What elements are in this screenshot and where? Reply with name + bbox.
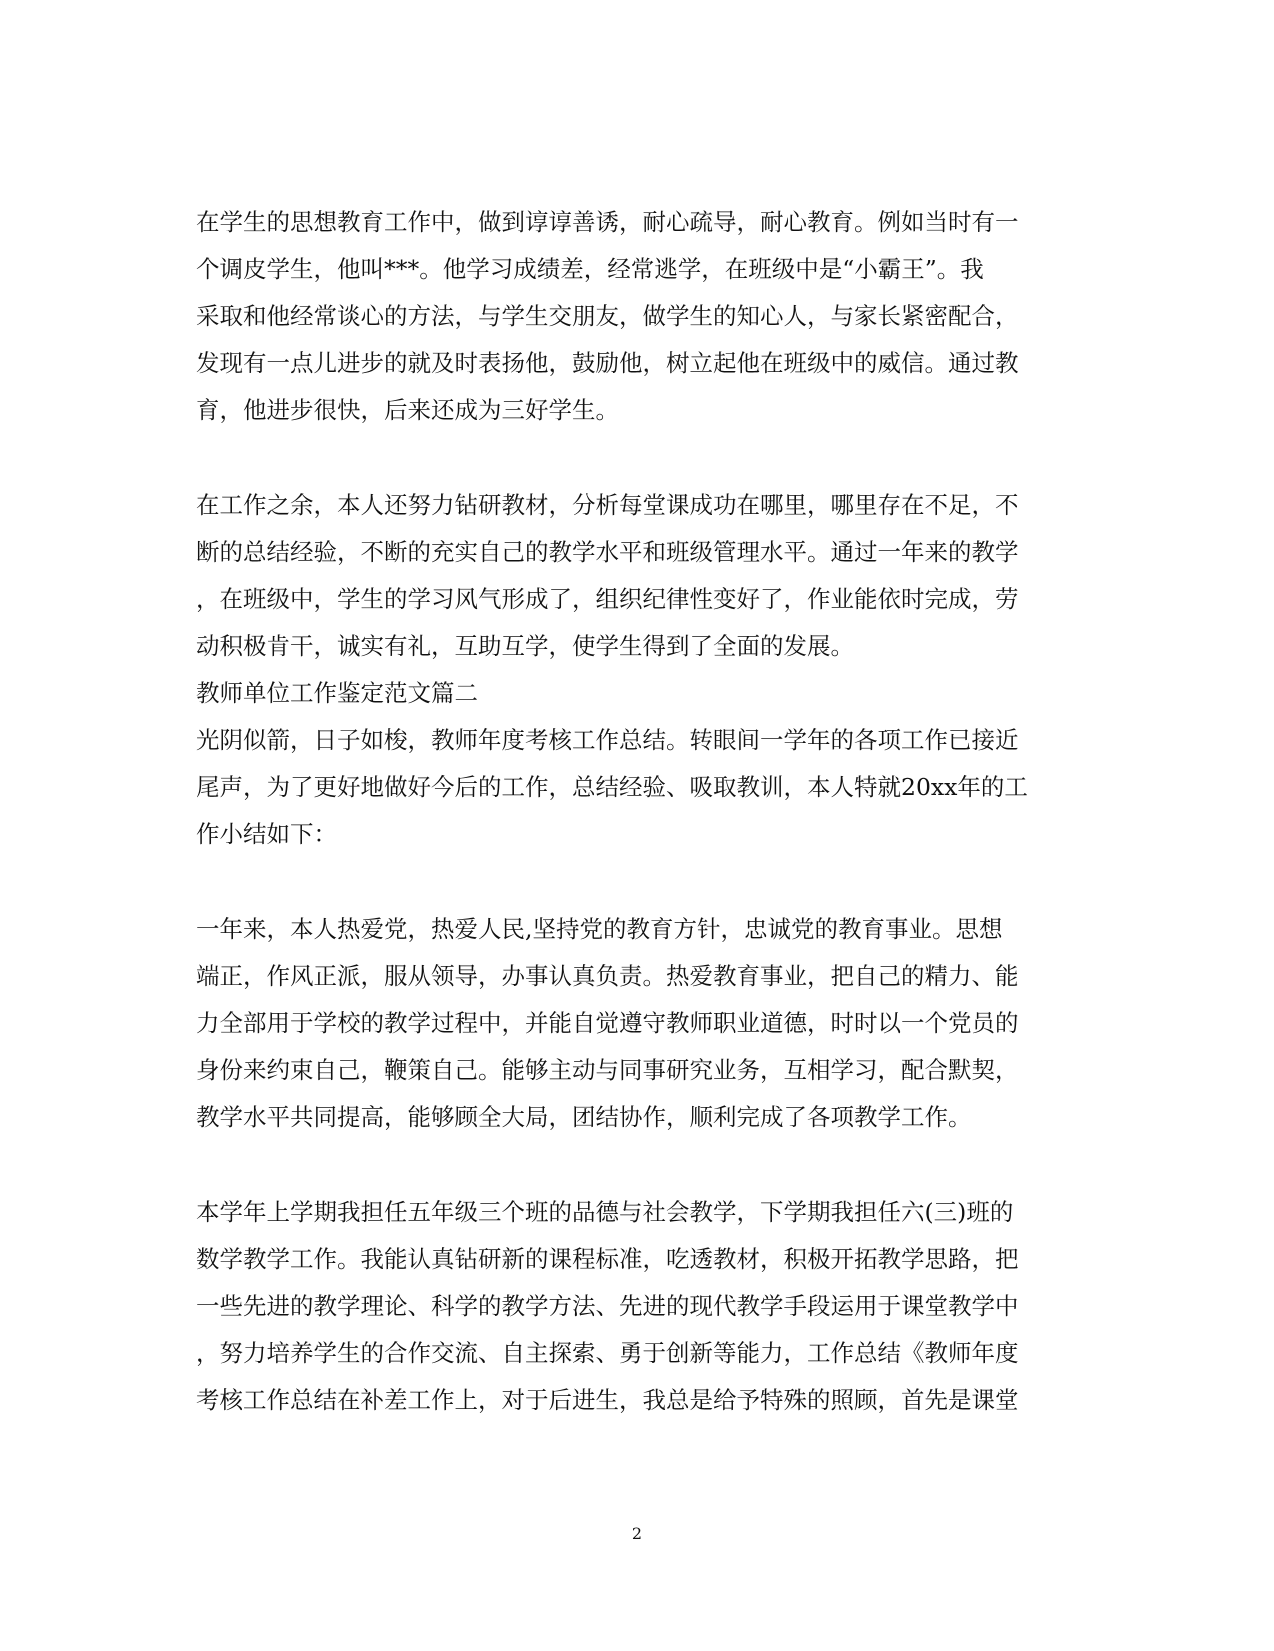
text-line: 数学教学工作。我能认真钻研新的课程标准，吃透教材，积极开拓教学思路，把 <box>196 1245 1019 1273</box>
text-line: 力全部用于学校的教学过程中，并能自觉遵守教师职业道德，时时以一个党员的 <box>196 1009 1019 1037</box>
text-line: 动积极肯干，诚实有礼，互助互学，使学生得到了全面的发展。 <box>196 632 854 660</box>
section-heading: 教师单位工作鉴定范文篇二 <box>196 679 478 707</box>
text-line: 育，他进步很快，后来还成为三好学生。 <box>196 396 619 424</box>
text-line: 教学水平共同提高，能够顾全大局，团结协作，顺利完成了各项教学工作。 <box>196 1103 972 1131</box>
text-line: ，在班级中，学生的学习风气形成了，组织纪律性变好了，作业能依时完成，劳 <box>196 585 1019 613</box>
text-line: 在工作之余，本人还努力钻研教材，分析每堂课成功在哪里，哪里存在不足，不 <box>196 491 1019 519</box>
text-line: 一些先进的教学理论、科学的教学方法、先进的现代教学手段运用于课堂教学中 <box>196 1292 1019 1320</box>
text-line: 个调皮学生，他叫***。他学习成绩差，经常逃学，在班级中是“小霸王”。我 <box>196 255 984 283</box>
text-line: 发现有一点儿进步的就及时表扬他，鼓励他，树立起他在班级中的威信。通过教 <box>196 349 1019 377</box>
text-line: 在学生的思想教育工作中，做到谆谆善诱，耐心疏导，耐心教育。例如当时有一 <box>196 208 1019 236</box>
text-line: 身份来约束自己，鞭策自己。能够主动与同事研究业务，互相学习，配合默契， <box>196 1056 1019 1084</box>
text-line: 一年来，本人热爱党，热爱人民,坚持党的教育方针，忠诚党的教育事业。思想 <box>196 915 1003 943</box>
text-line: 采取和他经常谈心的方法，与学生交朋友，做学生的知心人，与家长紧密配合， <box>196 302 1019 330</box>
text-line: 本学年上学期我担任五年级三个班的品德与社会教学，下学期我担任六(三)班的 <box>196 1198 1014 1226</box>
text-line: 考核工作总结在补差工作上，对于后进生，我总是给予特殊的照顾，首先是课堂 <box>196 1386 1019 1414</box>
page-number: 2 <box>631 1524 643 1543</box>
text-line: 尾声，为了更好地做好今后的工作，总结经验、吸取教训，本人特就20xx年的工 <box>196 773 1028 801</box>
text-line: 断的总结经验，不断的充实自己的教学水平和班级管理水平。通过一年来的教学 <box>196 538 1019 566</box>
text-line: ，努力培养学生的合作交流、自主探索、勇于创新等能力，工作总结《教师年度 <box>196 1339 1019 1367</box>
text-line: 光阴似箭，日子如梭，教师年度考核工作总结。转眼间一学年的各项工作已接近 <box>196 726 1019 754</box>
text-line: 作小结如下： <box>196 820 337 848</box>
text-line: 端正，作风正派，服从领导，办事认真负责。热爱教育事业，把自己的精力、能 <box>196 962 1019 990</box>
